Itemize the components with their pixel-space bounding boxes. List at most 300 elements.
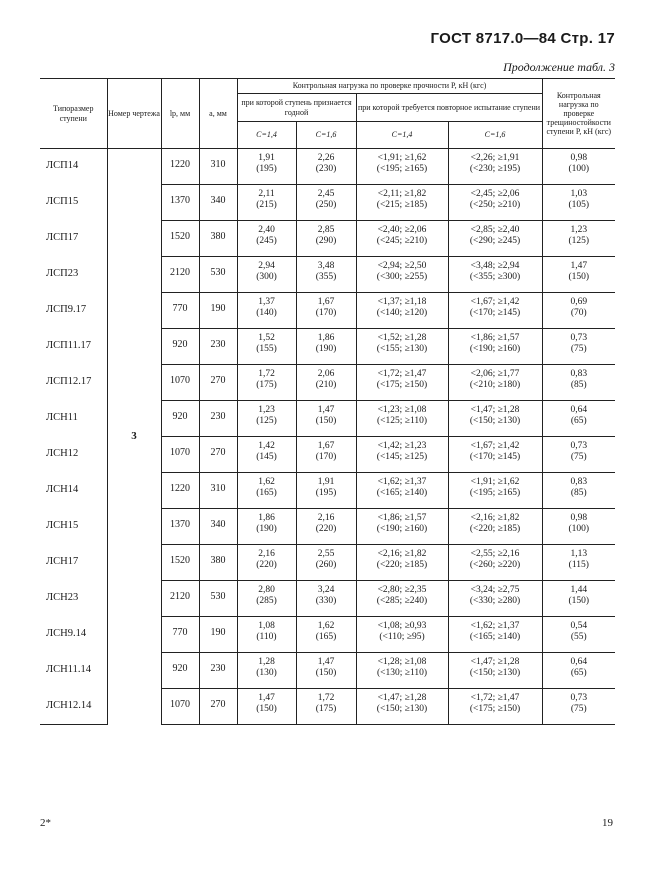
a-cell-line: 380 [210, 555, 226, 566]
a-cell [199, 149, 237, 185]
page-header [431, 30, 615, 47]
lp-cell-line: 1070 [170, 699, 190, 710]
retest-c16-cell [448, 149, 542, 185]
retest-c14-cell-line: <2,94; ≥2,50 [377, 261, 427, 271]
lp-cell-line: 920 [172, 339, 188, 350]
passable-c14-cell-line: (300) [256, 272, 277, 283]
passable-c16-cell-line: 2,16 [317, 513, 335, 523]
type-cell [40, 545, 107, 581]
a-cell [199, 689, 237, 725]
passable-c14-cell [237, 689, 296, 725]
retest-c14-cell [356, 293, 448, 329]
lp-cell-line: 1370 [170, 195, 190, 206]
passable-c16-cell-line: 2,85 [317, 225, 335, 235]
passable-c14-cell-line: 1,08 [258, 621, 275, 631]
crack-load-cell [542, 653, 615, 689]
crack-load-cell-line: (105) [568, 200, 590, 211]
retest-c14-cell-line: <2,11; ≥1,82 [377, 189, 427, 199]
crack-load-cell [542, 185, 615, 221]
passable-c16-cell-line: (190) [315, 344, 337, 355]
crack-load-cell [542, 437, 615, 473]
retest-c14-cell-line: <2,40; ≥2,06 [377, 225, 427, 235]
retest-c16-cell-line: <2,26; ≥1,91 [470, 153, 520, 163]
passable-c16-cell [296, 473, 356, 509]
passable-c14-cell-line: 1,86 [258, 513, 275, 523]
retest-c14-cell [356, 509, 448, 545]
crack-load-cell-line: (85) [570, 380, 587, 391]
crack-load-cell-line: 0,73 [570, 693, 588, 703]
lp-cell-line: 1220 [170, 483, 190, 494]
type-cell-line: ЛСН12 [46, 448, 79, 460]
crack-load-cell-line: 1,03 [570, 189, 588, 199]
passable-c16-cell [296, 293, 356, 329]
crack-load-cell-line: (55) [570, 632, 587, 643]
passable-c16-cell-line: (355) [315, 272, 337, 283]
type-cell [40, 401, 107, 437]
crack-load-cell-line: (65) [570, 668, 587, 679]
a-cell-line: 230 [210, 663, 226, 674]
passable-c14-cell-line: 1,72 [258, 369, 275, 379]
passable-c14-cell-line: (140) [256, 308, 277, 319]
type-cell [40, 581, 107, 617]
retest-c14-cell [356, 185, 448, 221]
passable-c16-cell-line: (195) [315, 488, 337, 499]
a-cell-line: 310 [210, 159, 226, 170]
a-cell [199, 257, 237, 293]
passable-c14-cell-line: (220) [256, 560, 277, 571]
passable-c14-cell [237, 545, 296, 581]
passable-c14-cell [237, 365, 296, 401]
col-lp: lp, мм [161, 79, 199, 149]
a-cell [199, 545, 237, 581]
lp-cell-line: 1220 [170, 159, 190, 170]
passable-c14-cell-line: (145) [256, 452, 277, 463]
type-cell-line: ЛСП12.17 [46, 376, 92, 388]
lp-cell [161, 293, 199, 329]
a-cell [199, 653, 237, 689]
retest-c16-cell-line: (<230; ≥195) [469, 164, 521, 175]
retest-c16-cell-line: (<330; ≥280) [469, 596, 521, 607]
passable-c14-cell-line: 1,37 [258, 297, 275, 307]
a-cell-line: 270 [210, 375, 226, 386]
lp-cell-line: 1520 [170, 231, 190, 242]
a-cell-line: 310 [210, 483, 226, 494]
passable-c16-cell [296, 401, 356, 437]
type-cell-line: ЛСН23 [46, 592, 79, 604]
lp-cell [161, 581, 199, 617]
lp-cell [161, 509, 199, 545]
passable-c14-cell-line: 2,94 [258, 261, 275, 271]
passable-c14-cell-line: (150) [256, 704, 277, 715]
passable-c14-cell [237, 149, 296, 185]
passable-c16-cell-line: 3,48 [317, 261, 335, 271]
passable-c16-cell-line: 1,62 [317, 621, 335, 631]
retest-c14-cell-line: <1,52; ≥1,28 [377, 333, 427, 343]
passable-c16-cell [296, 149, 356, 185]
passable-c16-cell-line: 1,47 [317, 657, 335, 667]
crack-load-cell [542, 401, 615, 437]
a-cell-line: 380 [210, 231, 226, 242]
a-cell-line: 190 [210, 303, 226, 314]
retest-c14-cell-line: <1,91; ≥1,62 [377, 153, 427, 163]
passable-c14-cell-line: (110) [256, 632, 277, 643]
col-c14-passable: C=1,4 [237, 122, 296, 149]
a-cell-line: 340 [210, 195, 226, 206]
passable-c14-cell-line: 1,91 [258, 153, 275, 163]
a-cell [199, 221, 237, 257]
lp-cell [161, 617, 199, 653]
retest-c14-cell-line: (<245; ≥210) [376, 236, 428, 247]
retest-c16-cell-line: (<190; ≥160) [469, 344, 521, 355]
retest-c16-cell-line: (<175; ≥150) [469, 704, 521, 715]
table-body [40, 149, 615, 725]
passable-c14-cell-line: (195) [256, 164, 277, 175]
retest-c14-cell [356, 401, 448, 437]
crack-load-cell [542, 149, 615, 185]
retest-c14-cell-line: (<215; ≥185) [376, 200, 428, 211]
passable-c16-cell-line: (210) [315, 380, 337, 391]
retest-c16-cell [448, 509, 542, 545]
retest-c16-cell-line: <1,67; ≥1,42 [470, 441, 520, 451]
lp-cell [161, 149, 199, 185]
type-cell [40, 617, 107, 653]
passable-c14-cell-line: (155) [256, 344, 277, 355]
passable-c14-cell-line: 2,80 [258, 585, 275, 595]
passable-c16-cell [296, 329, 356, 365]
passable-c16-cell [296, 545, 356, 581]
passable-c14-cell-line: (190) [256, 524, 277, 535]
passable-c16-cell-line: 1,47 [317, 405, 335, 415]
sheet-mark: 2* [40, 817, 51, 829]
passable-c14-cell-line: (245) [256, 236, 277, 247]
retest-c16-cell-line: <2,16; ≥1,82 [470, 513, 520, 523]
passable-c16-cell-line: (170) [315, 308, 337, 319]
retest-c14-cell-line: <2,16; ≥1,82 [377, 549, 427, 559]
crack-load-cell [542, 689, 615, 725]
retest-c16-cell [448, 221, 542, 257]
type-cell-line: ЛСН12.14 [46, 699, 92, 711]
type-cell [40, 221, 107, 257]
col-control-load: Контрольная нагрузка по проверке прочности P, кН (кгс) [237, 79, 542, 94]
retest-c16-cell-line: <2,55; ≥2,16 [470, 549, 520, 559]
crack-load-cell-line: (75) [570, 344, 587, 355]
lp-cell-line: 1370 [170, 519, 190, 530]
a-cell [199, 509, 237, 545]
passable-c16-cell-line: (330) [315, 596, 337, 607]
retest-c16-cell-line: (<150; ≥130) [469, 416, 521, 427]
retest-c14-cell [356, 329, 448, 365]
retest-c16-cell-line: <3,24; ≥2,75 [470, 585, 520, 595]
passable-c16-cell-line: (165) [315, 632, 337, 643]
type-cell-line: ЛСП17 [46, 232, 79, 244]
passable-c14-cell [237, 581, 296, 617]
retest-c14-cell [356, 437, 448, 473]
type-cell-line: ЛСП15 [46, 196, 79, 208]
passable-c16-cell-line: 1,86 [317, 333, 335, 343]
a-cell [199, 365, 237, 401]
retest-c16-cell-line: <3,48; ≥2,94 [470, 261, 520, 271]
col-type: Типоразмер ступени [40, 79, 107, 149]
lp-cell-line: 920 [172, 411, 188, 422]
passable-c16-cell [296, 221, 356, 257]
crack-load-cell-line: (150) [568, 596, 590, 607]
lp-cell [161, 185, 199, 221]
passable-c14-cell [237, 221, 296, 257]
retest-c14-cell-line: (<125; ≥110) [376, 416, 428, 427]
type-cell-line: ЛСН9.14 [46, 628, 87, 640]
passable-c14-cell-line: (130) [256, 668, 277, 679]
passable-c16-cell-line: 3,24 [317, 585, 335, 595]
retest-c14-cell [356, 149, 448, 185]
passable-c14-cell [237, 329, 296, 365]
crack-load-cell-line: 0,64 [570, 657, 588, 667]
page-label: Стр. 17 [560, 30, 615, 47]
a-cell-line: 230 [210, 339, 226, 350]
crack-load-cell-line: (85) [570, 488, 587, 499]
retest-c14-cell-line: (<175; ≥150) [376, 380, 428, 391]
crack-load-cell-line: (75) [570, 452, 587, 463]
a-cell [199, 185, 237, 221]
retest-c16-cell-line: (<170; ≥145) [469, 452, 521, 463]
lp-cell [161, 473, 199, 509]
retest-c16-cell-line: (<195; ≥165) [469, 488, 521, 499]
passable-c14-cell-line: 1,23 [258, 405, 275, 415]
table-row [40, 149, 615, 185]
retest-c16-cell-line: (<170; ≥145) [469, 308, 521, 319]
crack-load-cell-line: (100) [568, 164, 590, 175]
retest-c16-cell-line: <1,72; ≥1,47 [470, 693, 520, 703]
lp-cell [161, 365, 199, 401]
passable-c14-cell-line: 1,47 [258, 693, 275, 703]
passable-c16-cell-line: (250) [315, 200, 337, 211]
passable-c16-cell [296, 653, 356, 689]
retest-c16-cell-line: (<150; ≥130) [469, 668, 521, 679]
retest-c16-cell [448, 545, 542, 581]
crack-load-cell [542, 257, 615, 293]
retest-c14-cell-line: <1,47; ≥1,28 [377, 693, 427, 703]
retest-c14-cell-line: (<300; ≥255) [376, 272, 428, 283]
lp-cell [161, 221, 199, 257]
lp-cell-line: 2120 [170, 267, 190, 278]
crack-load-cell-line: 1,23 [570, 225, 588, 235]
passable-c14-cell-line: 2,40 [258, 225, 275, 235]
crack-load-cell [542, 617, 615, 653]
retest-c16-cell-line: <1,91; ≥1,62 [470, 477, 520, 487]
retest-c14-cell-line: <1,62; ≥1,37 [377, 477, 427, 487]
retest-c14-cell [356, 653, 448, 689]
retest-c16-cell-line: <1,67; ≥1,42 [470, 297, 520, 307]
passable-c16-cell [296, 581, 356, 617]
retest-c14-cell-line: <1,42; ≥1,23 [377, 441, 427, 451]
crack-load-cell [542, 473, 615, 509]
crack-load-cell-line: 0,73 [570, 333, 588, 343]
type-cell-line: ЛСН14 [46, 484, 79, 496]
lp-cell [161, 257, 199, 293]
retest-c14-cell [356, 581, 448, 617]
a-cell [199, 581, 237, 617]
retest-c14-cell-line: (<150; ≥130) [376, 704, 428, 715]
crack-load-cell [542, 365, 615, 401]
passable-c14-cell-line: (285) [256, 596, 277, 607]
retest-c14-cell [356, 473, 448, 509]
retest-c16-cell [448, 293, 542, 329]
type-cell [40, 293, 107, 329]
passable-c16-cell-line: 1,67 [317, 441, 335, 451]
passable-c14-cell [237, 509, 296, 545]
crack-load-cell-line: (100) [568, 524, 590, 535]
retest-c14-cell-line: <1,28; ≥1,08 [377, 657, 427, 667]
passable-c16-cell-line: (290) [315, 236, 337, 247]
passable-c16-cell-line: 2,26 [317, 153, 335, 163]
a-cell [199, 293, 237, 329]
type-cell-line: ЛСН11 [46, 412, 78, 424]
passable-c16-cell-line: (170) [315, 452, 337, 463]
retest-c16-cell-line: <1,86; ≥1,57 [470, 333, 520, 343]
retest-c16-cell [448, 257, 542, 293]
type-cell-line: ЛСП14 [46, 160, 79, 172]
type-cell [40, 437, 107, 473]
a-cell-line: 270 [210, 699, 226, 710]
lp-cell [161, 545, 199, 581]
retest-c16-cell [448, 185, 542, 221]
type-cell [40, 329, 107, 365]
passable-c16-cell-line: (175) [315, 704, 337, 715]
lp-cell-line: 2120 [170, 591, 190, 602]
retest-c16-cell [448, 617, 542, 653]
type-cell-line: ЛСП9.17 [46, 304, 87, 316]
passable-c16-cell-line: 1,91 [317, 477, 335, 487]
crack-load-cell-line: 0,98 [570, 153, 588, 163]
crack-load-cell [542, 293, 615, 329]
lp-cell-line: 1520 [170, 555, 190, 566]
col-retest: при которой требуется повторное испытание ступени [356, 94, 542, 122]
type-cell-line: ЛСН11.14 [46, 664, 91, 676]
retest-c14-cell [356, 365, 448, 401]
type-cell [40, 653, 107, 689]
retest-c16-cell-line: (<290; ≥245) [469, 236, 521, 247]
passable-c16-cell [296, 689, 356, 725]
a-cell [199, 329, 237, 365]
retest-c14-cell-line: (<190; ≥160) [376, 524, 428, 535]
type-cell [40, 185, 107, 221]
retest-c14-cell-line: (<155; ≥130) [376, 344, 428, 355]
lp-cell [161, 401, 199, 437]
passable-c16-cell [296, 365, 356, 401]
retest-c14-cell [356, 257, 448, 293]
page-number: 19 [602, 817, 613, 829]
retest-c14-cell-line: <1,72; ≥1,47 [377, 369, 427, 379]
retest-c14-cell-line: <2,80; ≥2,35 [377, 585, 427, 595]
type-cell [40, 257, 107, 293]
passable-c14-cell-line: 1,62 [258, 477, 275, 487]
retest-c14-cell-line: <1,08; ≥0,93 [377, 621, 427, 631]
passable-c16-cell-line: 2,55 [317, 549, 335, 559]
crack-load-cell [542, 329, 615, 365]
passable-c16-cell [296, 185, 356, 221]
lp-cell [161, 329, 199, 365]
crack-load-cell-line: 1,44 [570, 585, 588, 595]
retest-c16-cell-line: (<210; ≥180) [469, 380, 521, 391]
retest-c16-cell [448, 689, 542, 725]
passable-c14-cell-line: 1,28 [258, 657, 275, 667]
lp-cell [161, 653, 199, 689]
lp-cell-line: 920 [172, 663, 188, 674]
type-cell [40, 365, 107, 401]
a-cell [199, 401, 237, 437]
passable-c16-cell-line: (260) [315, 560, 337, 571]
crack-load-cell-line: 1,13 [570, 549, 588, 559]
crack-load-cell [542, 509, 615, 545]
retest-c16-cell-line: <1,47; ≥1,28 [470, 405, 520, 415]
passable-c14-cell-line: (165) [256, 488, 277, 499]
retest-c16-cell-line: <1,47; ≥1,28 [470, 657, 520, 667]
col-drawing: Номер чертежа [107, 79, 161, 149]
col-passable: при которой ступень признается годной [237, 94, 356, 122]
retest-c14-cell-line: (<110; ≥95) [379, 632, 425, 643]
crack-load-cell-line: 0,98 [570, 513, 588, 523]
retest-c14-cell [356, 221, 448, 257]
retest-c16-cell-line: (<165; ≥140) [469, 632, 521, 643]
a-cell [199, 473, 237, 509]
passable-c16-cell-line: 2,06 [317, 369, 335, 379]
retest-c16-cell-line: (<260; ≥220) [469, 560, 521, 571]
passable-c16-cell-line: 1,72 [317, 693, 335, 703]
crack-load-cell-line: 0,54 [570, 621, 588, 631]
standard-number: ГОСТ 8717.0—84 [430, 30, 557, 47]
crack-load-cell-line: (125) [568, 236, 590, 247]
type-cell [40, 149, 107, 185]
retest-c16-cell [448, 473, 542, 509]
passable-c14-cell-line: 2,16 [258, 549, 275, 559]
retest-c14-cell-line: (<220; ≥185) [376, 560, 428, 571]
retest-c16-cell [448, 653, 542, 689]
retest-c14-cell [356, 617, 448, 653]
crack-load-cell [542, 545, 615, 581]
crack-load-cell-line: (70) [570, 308, 587, 319]
retest-c16-cell [448, 401, 542, 437]
a-cell-line: 530 [210, 267, 226, 278]
crack-load-cell-line: (65) [570, 416, 587, 427]
retest-c14-cell-line: (<140; ≥120) [376, 308, 428, 319]
retest-c16-cell-line: (<355; ≥300) [469, 272, 521, 283]
crack-load-cell-line: (115) [568, 560, 589, 571]
lp-cell [161, 689, 199, 725]
col-c16-passable: C=1,6 [296, 122, 356, 149]
crack-load-cell-line: 0,69 [570, 297, 588, 307]
passable-c14-cell-line: (215) [256, 200, 277, 211]
col-a: a, мм [199, 79, 237, 149]
retest-c16-cell-line: <2,45; ≥2,06 [470, 189, 520, 199]
retest-c14-cell [356, 545, 448, 581]
col-c14-retest: C=1,4 [356, 122, 448, 149]
retest-c14-cell [356, 689, 448, 725]
retest-c16-cell-line: <1,62; ≥1,37 [470, 621, 520, 631]
passable-c14-cell [237, 293, 296, 329]
passable-c16-cell [296, 437, 356, 473]
lp-cell [161, 437, 199, 473]
crack-load-cell-line: 1,47 [570, 261, 588, 271]
a-cell-line: 270 [210, 447, 226, 458]
a-cell-line: 190 [210, 627, 226, 638]
passable-c14-cell-line: 2,11 [258, 189, 275, 199]
retest-c16-cell-line: <2,85; ≥2,40 [470, 225, 520, 235]
type-cell [40, 509, 107, 545]
passable-c14-cell-line: (125) [256, 416, 277, 427]
col-crack-resistance: Контрольная нагрузка по проверке трещиностойкости ступени P, кН (кгс) [542, 79, 615, 149]
passable-c16-cell-line: (150) [315, 416, 337, 427]
passable-c14-cell-line: (175) [256, 380, 277, 391]
passable-c16-cell-line: (220) [315, 524, 337, 535]
